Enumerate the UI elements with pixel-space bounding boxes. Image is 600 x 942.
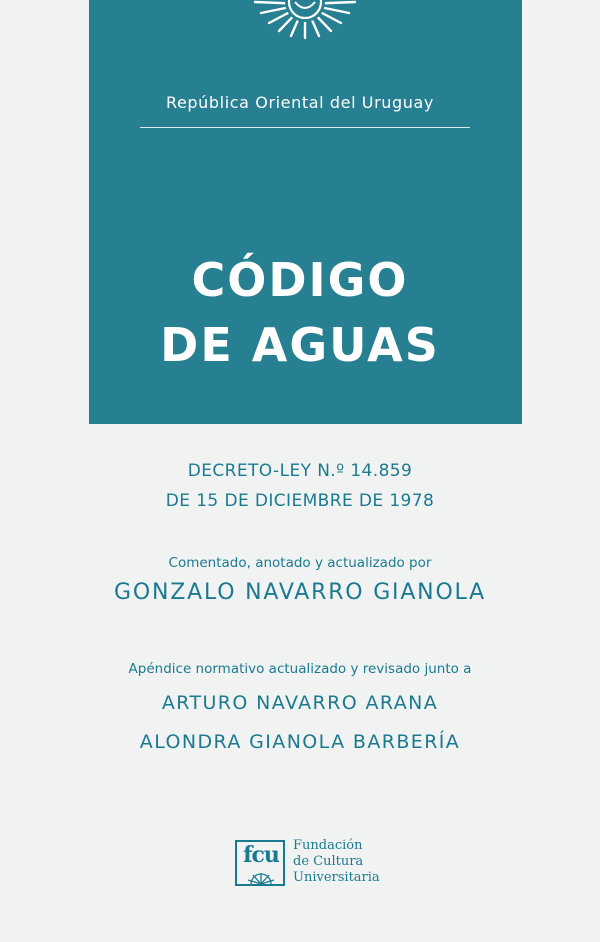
appendix-note: Apéndice normativo actualizado y revisado junto a [128, 661, 472, 677]
republic-label: República Oriental del Uruguay [165, 93, 434, 112]
decree-line-2: DE 15 DE DICIEMBRE DE 1978 [165, 491, 435, 511]
publisher-name-line-1: Fundación [293, 838, 363, 853]
coauthor-2: ALONDRA GIANOLA BARBERÍA [139, 731, 461, 753]
fcu-logo-box [235, 840, 285, 886]
publisher-name-line-2: de Cultura [293, 854, 364, 869]
publisher-name-line-3: Universitaria [293, 870, 380, 885]
sun-icon [246, 872, 276, 884]
decree-line-1: DECRETO-LEY N.º 14.859 [187, 461, 413, 481]
publisher-logo [235, 838, 435, 890]
commented-by-label: Comentado, anotado y actualizado por [168, 555, 432, 571]
fcu-logo-text: fcu [243, 842, 279, 868]
title-line-1: CÓDIGO [191, 253, 409, 307]
coauthor-1: ARTURO NAVARRO ARANA [161, 692, 439, 714]
title-line-2: DE AGUAS [160, 318, 440, 372]
sun-emblem-icon [249, 0, 361, 42]
publisher-name [293, 838, 380, 886]
author-name: GONZALO NAVARRO GIANOLA [114, 580, 486, 605]
divider [140, 127, 470, 128]
